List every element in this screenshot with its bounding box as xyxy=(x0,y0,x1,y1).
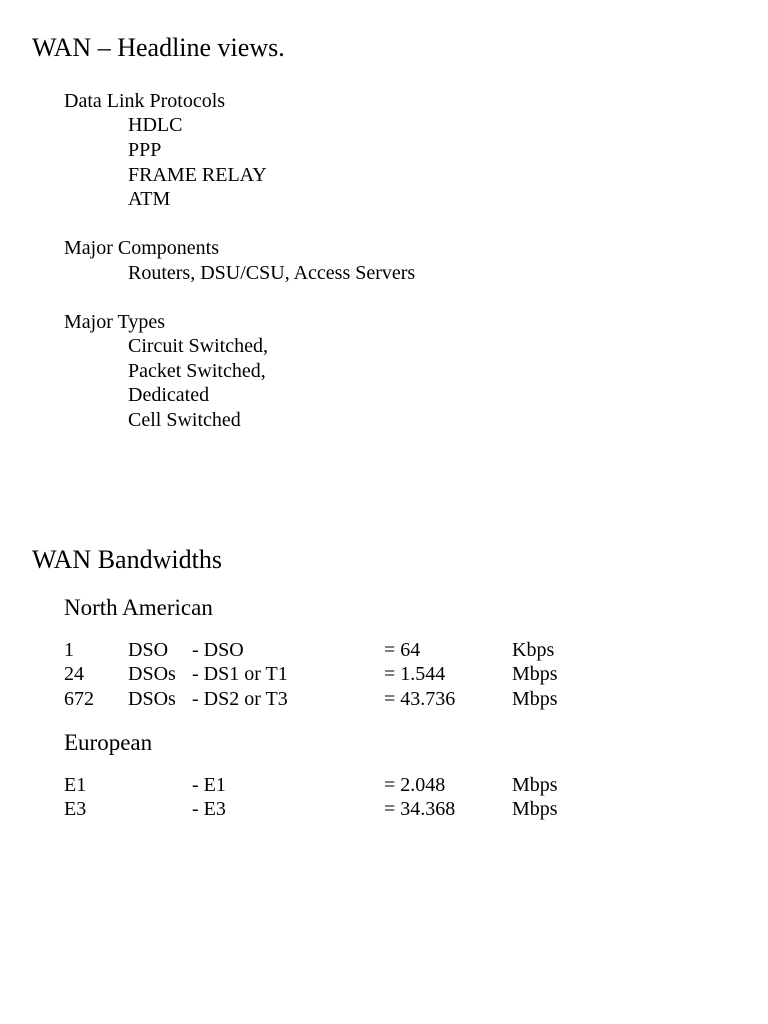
components-item: Routers, DSU/CSU, Access Servers xyxy=(128,262,416,284)
row-name: - DSO xyxy=(192,639,244,661)
headline-title: WAN – Headline views. xyxy=(32,33,285,62)
row-name: - DS2 or T3 xyxy=(192,688,288,710)
row-value: = 34.368 xyxy=(384,798,456,820)
row-unit: DSOs xyxy=(128,663,176,685)
row-rate: Mbps xyxy=(512,663,558,685)
row-qty: 1 xyxy=(64,639,74,661)
bandwidths-title: WAN Bandwidths xyxy=(32,545,222,574)
row-rate: Mbps xyxy=(512,774,558,796)
row-name: - E1 xyxy=(192,774,226,796)
types-label: Major Types xyxy=(64,311,165,333)
row-qty: 24 xyxy=(64,663,84,685)
components-label: Major Components xyxy=(64,237,219,259)
row-value: = 2.048 xyxy=(384,774,446,796)
data-link-item: PPP xyxy=(128,139,162,161)
data-link-item: FRAME RELAY xyxy=(128,164,267,186)
types-item: Packet Switched, xyxy=(128,360,266,382)
types-item: Dedicated xyxy=(128,384,210,406)
row-rate: Kbps xyxy=(512,639,555,661)
row-rate: Mbps xyxy=(512,688,558,710)
row-name: - DS1 or T1 xyxy=(192,663,288,685)
data-link-item: HDLC xyxy=(128,114,183,136)
row-unit: DSO xyxy=(128,639,169,661)
row-value: = 43.736 xyxy=(384,688,456,710)
row-rate: Mbps xyxy=(512,798,558,820)
data-link-label: Data Link Protocols xyxy=(64,90,226,112)
row-qty: E3 xyxy=(64,798,87,820)
data-link-item: ATM xyxy=(128,188,171,210)
row-value: = 1.544 xyxy=(384,663,446,685)
row-qty: E1 xyxy=(64,774,87,796)
row-qty: 672 xyxy=(64,688,94,710)
row-name: - E3 xyxy=(192,798,226,820)
types-item: Circuit Switched, xyxy=(128,335,268,357)
row-unit: DSOs xyxy=(128,688,176,710)
types-item: Cell Switched xyxy=(128,409,241,431)
row-value: = 64 xyxy=(384,639,421,661)
european-label: European xyxy=(64,730,153,755)
north-american-label: North American xyxy=(64,595,213,620)
